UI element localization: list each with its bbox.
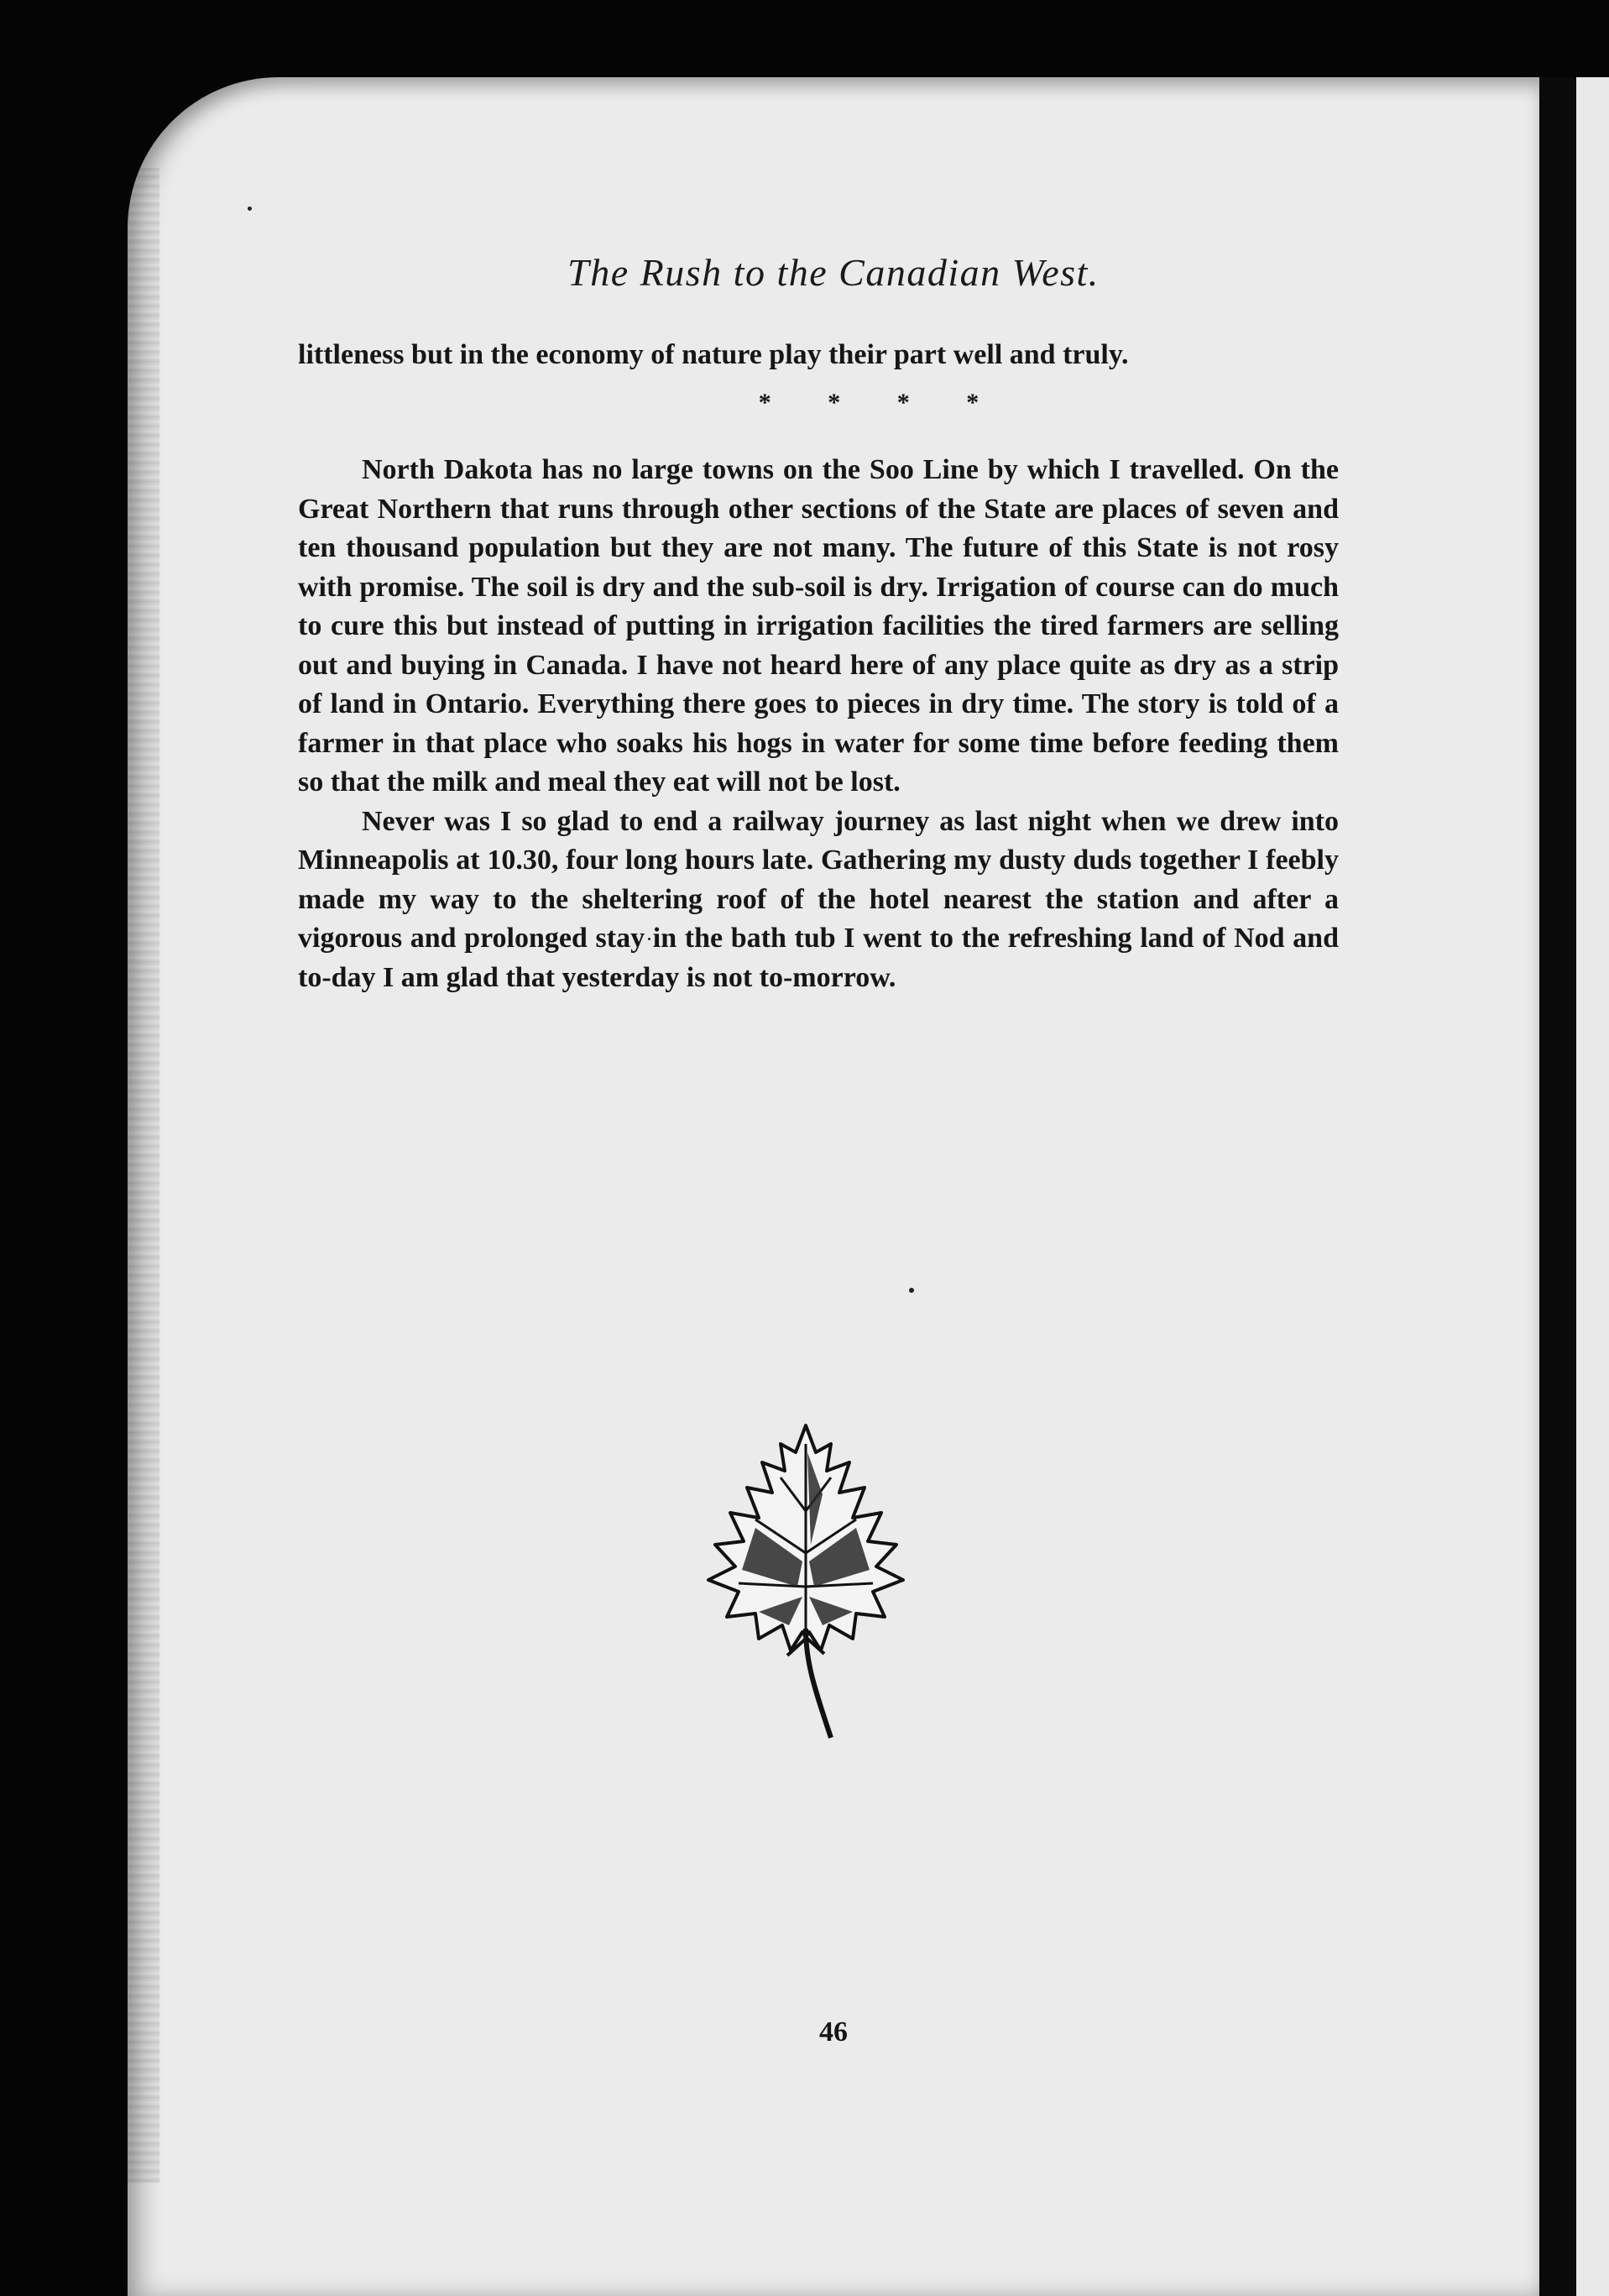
- paragraph: North Dakota has no large towns on the Soo Line by which I travelled. On the Great Northern that runs through other sections of the State are places of seven and ten thousand population but they are not many. The future of this State is not rosy with promise. The soil is dry and the sub-soil is dry. Irrigation of course can do much to cure this but instead of putting in irrigation facilities the tired farmers are selling out and buying in Canada. I have not heard here of any place quite as dry as a strip of land in Ontario. Everything there goes to pieces in dry time. The story is told of a farmer in that place who soaks his hogs in water for some time before feeding them so that the milk and meal they eat will not be lost.: [298, 454, 1339, 798]
- section-break: * * * *: [758, 388, 1005, 416]
- book-gutter: [1539, 77, 1576, 2296]
- body-text: [298, 336, 1339, 997]
- maple-leaf-icon: [705, 1419, 906, 1755]
- page-number: 46: [819, 2016, 848, 2048]
- dust-speck: [909, 1288, 914, 1293]
- page-edge-shading: [126, 168, 159, 2183]
- paragraph-continuation: littleness but in the economy of nature play their part well and truly.: [298, 339, 1129, 370]
- facing-page-edge: [1576, 77, 1609, 2296]
- paragraph: Never was I so glad to end a railway journey as last night when we drew into Minneapolis at 10.30, four long hours late. Gathering my dusty duds together I feebly made my way to the sheltering roof of the hotel nearest the station and after a vigorous and prolonged stay in the bath tub I went to the refreshing land of Nod and to-day I am glad that yesterday is not to-morrow.: [298, 805, 1339, 993]
- running-head: The Rush to the Canadian West.: [567, 251, 1100, 294]
- dust-speck: [248, 207, 252, 211]
